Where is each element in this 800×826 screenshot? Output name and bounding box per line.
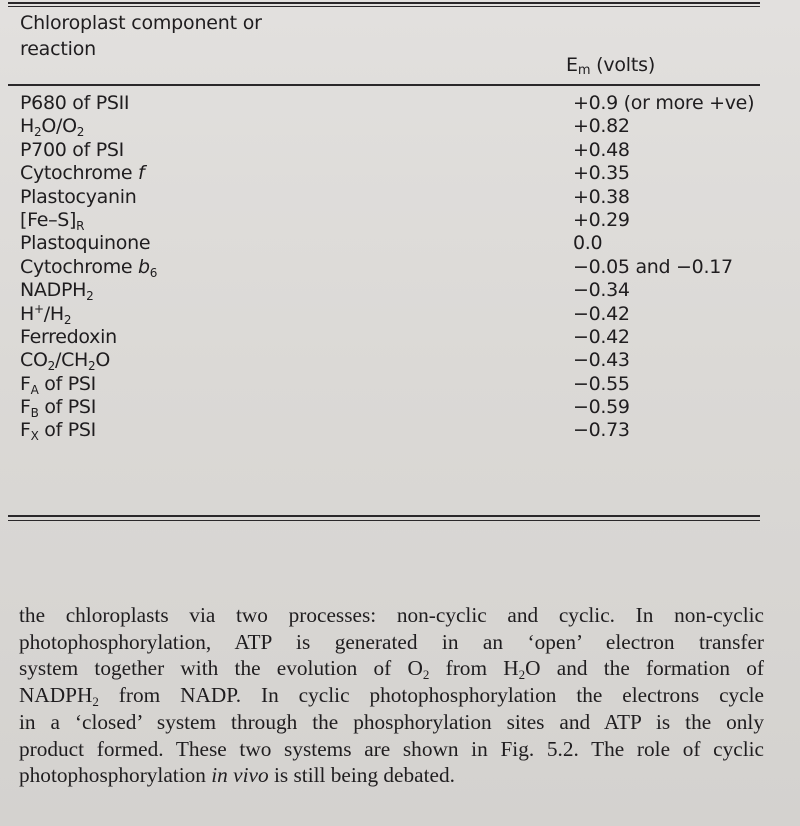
- table-row: [0, 326, 800, 349]
- redox-potential-value: +0.9 (or more +ve): [573, 92, 755, 114]
- component-name: Ferredoxin: [20, 325, 117, 348]
- table-body: [0, 92, 800, 443]
- table-row: [0, 232, 800, 255]
- paragraph-line: photophosphorylation, ATP is generated in an ‘open’ electron transfer: [19, 629, 764, 654]
- redox-potential-value: 0.0: [573, 232, 603, 255]
- redox-potential-value: +0.29: [573, 208, 630, 231]
- body-paragraph: [19, 602, 764, 789]
- component-name: $H_2O/O_2$: [20, 115, 85, 140]
- header-em-symbol: E: [566, 54, 578, 76]
- table-row: [0, 115, 800, 138]
- header-rule: [8, 84, 760, 86]
- component-name: Plastoquinone: [20, 232, 151, 255]
- component-name: P700 of PSI: [20, 138, 124, 161]
- component-name: $H^+/H_2$: [20, 301, 72, 327]
- component-name: $CO_2/CH_2O$: [20, 349, 111, 374]
- table-top-rule-2: [8, 6, 760, 7]
- component-name: P680 of PSII: [20, 92, 130, 114]
- redox-potential-value: −0.73: [573, 419, 630, 442]
- table-row: [0, 162, 800, 185]
- paragraph-line: in a ‘closed’ system through the phosphorylation sites and ATP is the only: [19, 709, 764, 734]
- redox-potential-value: +0.38: [573, 185, 630, 208]
- component-name: $NADPH_2$: [20, 279, 94, 304]
- table-row: [0, 373, 800, 396]
- table-row: [0, 349, 800, 372]
- component-name: $F_B$ of PSI: [20, 396, 96, 421]
- table-row: [0, 396, 800, 419]
- redox-potential-value: +0.48: [573, 138, 630, 161]
- redox-potential-value: −0.55: [573, 372, 630, 395]
- component-name: Cytochrome $b_6$: [20, 255, 158, 280]
- component-name: Plastocyanin: [20, 185, 137, 208]
- redox-potential-value: −0.59: [573, 396, 630, 419]
- table-row: [0, 186, 800, 209]
- paragraph-line: system together with the evolution of $O_2$ from $H_2O$ and the formation of: [19, 656, 764, 683]
- paragraph-line: product formed. These two systems are shown in Fig. 5.2. The role of cyclic: [19, 736, 764, 761]
- table-row: [0, 209, 800, 232]
- redox-potential-value: −0.43: [573, 349, 630, 372]
- redox-potential-value: +0.35: [573, 162, 630, 185]
- redox-potential-value: −0.34: [573, 279, 630, 302]
- redox-potential-value: +0.82: [573, 115, 630, 138]
- component-name: $F_A$ of PSI: [20, 372, 96, 397]
- table-bottom-rule: [8, 515, 760, 517]
- redox-potential-value: −0.42: [573, 302, 630, 325]
- table-row: [0, 139, 800, 162]
- header-em-subscript: m: [577, 63, 591, 78]
- header-em-unit: (volts): [590, 54, 656, 76]
- redox-potential-value: −0.42: [573, 325, 630, 348]
- table-row: [0, 256, 800, 279]
- component-name: $F_X$ of PSI: [20, 419, 96, 444]
- redox-potential-value: −0.05 and −0.17: [573, 255, 733, 278]
- header-component: Chloroplast component or reaction: [20, 12, 262, 60]
- table-row: [0, 92, 800, 115]
- header-em: [566, 52, 655, 84]
- component-name: $[Fe-S]_R$: [20, 208, 85, 233]
- table-row: [0, 419, 800, 442]
- paragraph-line: $NADPH_2$ from NADP. In cyclic photophosphorylation the electrons cycle: [19, 683, 764, 710]
- table-top-rule: [8, 2, 760, 4]
- table-bottom-rule-2: [8, 520, 760, 521]
- paragraph-line: photophosphorylation in vivo is still being debated.: [19, 763, 455, 788]
- paragraph-line: the chloroplasts via two processes: non-cyclic and cyclic. In non-cyclic: [19, 603, 764, 627]
- table-row: [0, 303, 800, 326]
- component-name: Cytochrome f: [20, 162, 145, 185]
- table-row: [0, 279, 800, 302]
- paragraph-text: [19, 602, 764, 789]
